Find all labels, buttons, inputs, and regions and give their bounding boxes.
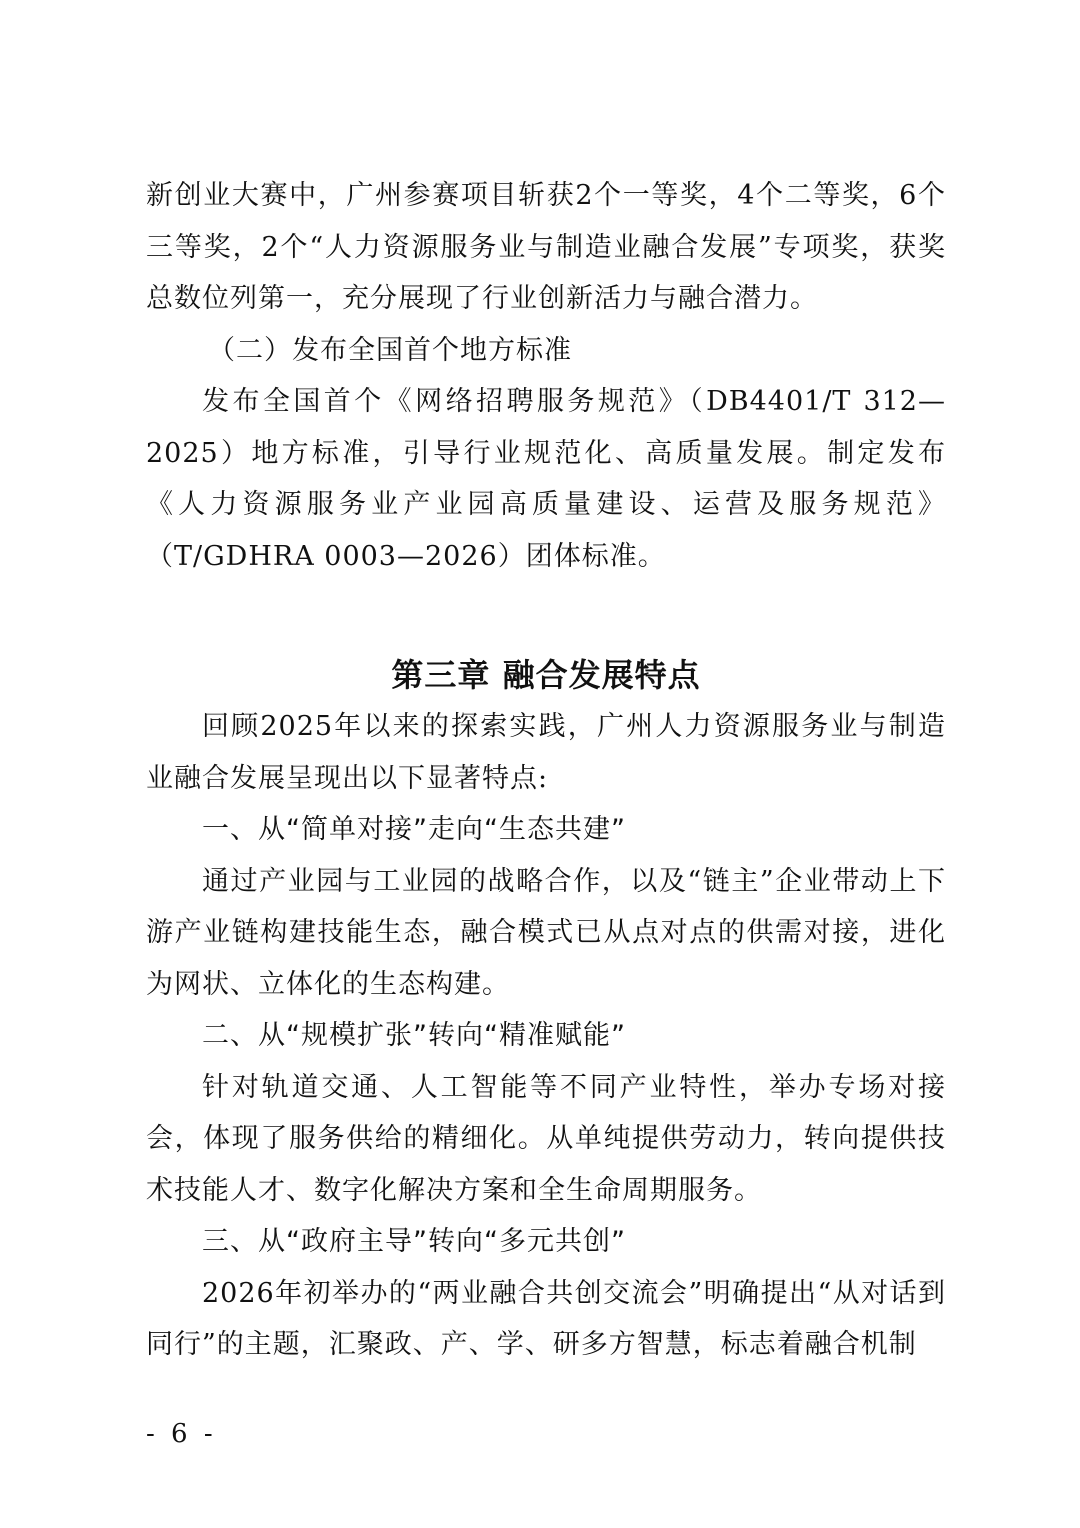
- paragraph-ecosystem: 通过产业园与工业园的战略合作，以及“链主”企业带动上下游产业链构建技能生态，融合模式已从点对点的供需对接，进化为网状、立体化的生态构建。: [146, 865, 946, 1000]
- page-number: - 6 -: [146, 1419, 217, 1449]
- paragraph-co-creation: 2026年初举办的“两业融合共创交流会”明确提出“从对话到同行”的主题，汇聚政、产、学、研多方智慧，标志着融合机制: [146, 1277, 946, 1360]
- section-heading-precision: 二、从“规模扩张”转向“精准赋能”: [202, 1020, 626, 1051]
- section-heading-co-creation: 三、从“政府主导”转向“多元共创”: [202, 1226, 626, 1257]
- section-heading-local-standard: （二）发布全国首个地方标准: [208, 334, 572, 366]
- paragraph-standards: 发布全国首个《网络招聘服务规范》（DB4401/T 312—2025）地方标准，引导行业规范化、高质量发展。制定发布《人力资源服务业产业园高质量建设、运营及服务规范》（T/GDHRA 0003—2026）团体标准。: [146, 386, 946, 572]
- section-heading-ecosystem: 一、从“简单对接”走向“生态共建”: [202, 814, 626, 845]
- paragraph-precision: 针对轨道交通、人工智能等不同产业特性，举办专场对接会，体现了服务供给的精细化。从单纯提供劳动力，转向提供技术技能人才、数字化解决方案和全生命周期服务。: [146, 1071, 946, 1206]
- chapter-title: 第三章 融合发展特点: [391, 656, 701, 694]
- paragraph-innovation-contest: 新创业大赛中，广州参赛项目斩获2个一等奖，4个二等奖，6个三等奖，2个“人力资源服务业与制造业融合发展”专项奖，获奖总数位列第一，充分展现了行业创新活力与融合潜力。: [146, 180, 946, 314]
- document-body: [146, 170, 946, 1371]
- paragraph-review: 回顾2025年以来的探索实践，广州人力资源服务业与制造业融合发展呈现出以下显著特点:: [146, 711, 946, 794]
